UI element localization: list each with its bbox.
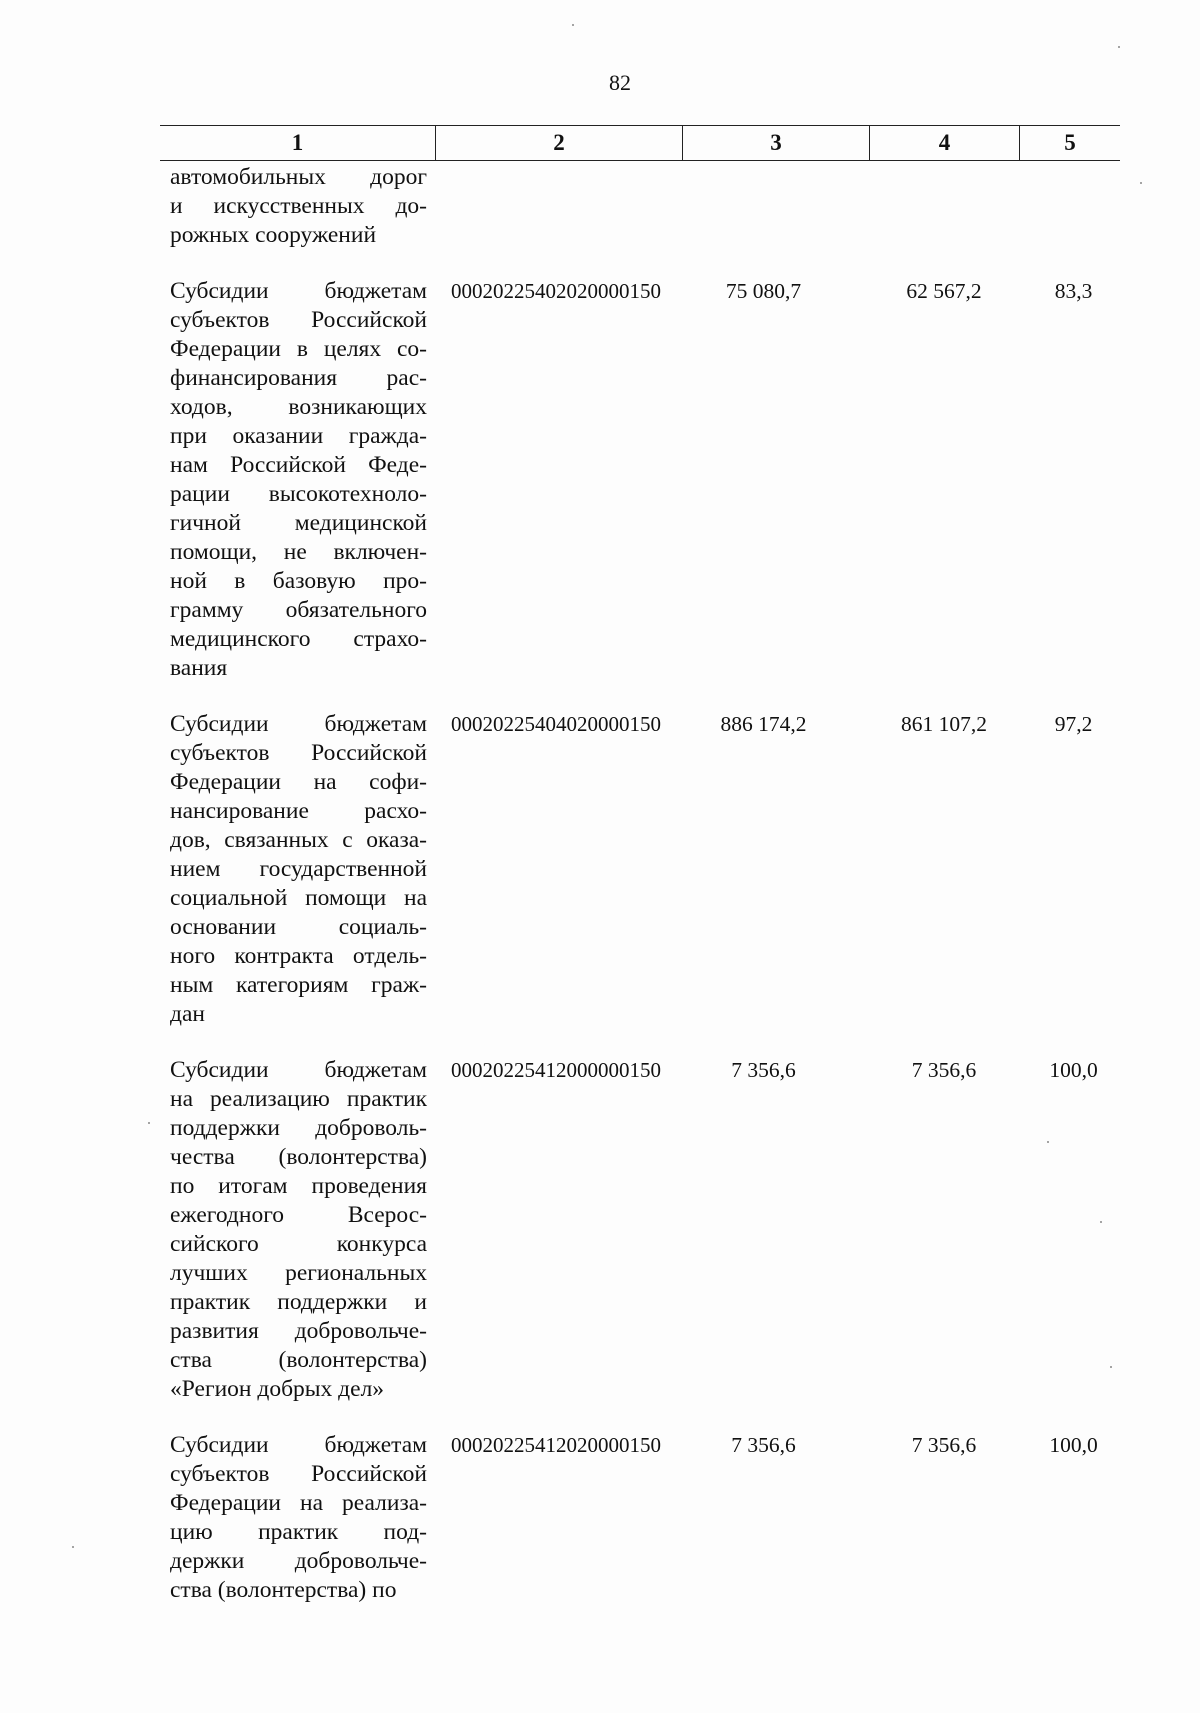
table-body — [160, 163, 1120, 1605]
description-line: Федерации на софи- — [170, 769, 427, 795]
table-row — [160, 1431, 1120, 1605]
description-line: Федерации на реализа- — [170, 1490, 427, 1516]
row-description — [160, 277, 435, 683]
value-col-5: 100,0 — [1049, 1058, 1098, 1082]
scan-speck — [1140, 182, 1142, 184]
scan-speck — [572, 24, 574, 26]
budget-code: 00020225402020000150 — [451, 279, 661, 303]
description-line: ства (волонтерства) — [170, 1347, 427, 1373]
description-line: сийского конкурса — [170, 1231, 427, 1257]
description-line: дан — [170, 1001, 205, 1027]
table-header-row — [160, 125, 1120, 161]
description-line: субъектов Российской — [170, 307, 427, 333]
description-line: «Регион добрых дел» — [170, 1376, 385, 1402]
description-line: ной в базовую про- — [170, 568, 427, 594]
budget-code: 00020225412000000150 — [451, 1058, 661, 1082]
column-header-3: 3 — [682, 126, 869, 160]
description-line: субъектов Российской — [170, 1461, 427, 1487]
budget-code — [435, 163, 682, 250]
description-line: Субсидии бюджетам — [170, 1057, 427, 1083]
description-line: развития добровольче- — [170, 1318, 427, 1344]
description-line: ным категориям граж- — [170, 972, 427, 998]
description-line: цию практик под- — [170, 1519, 427, 1545]
row-description — [160, 710, 435, 1029]
description-line: ства (волонтерства) по — [170, 1577, 397, 1603]
table-row — [160, 277, 1120, 683]
table-row — [160, 163, 1120, 250]
value-col-3: 7 356,6 — [731, 1433, 796, 1457]
description-line: основании социаль- — [170, 914, 427, 940]
budget-code: 00020225412020000150 — [451, 1433, 661, 1457]
value-col-4: 62 567,2 — [906, 279, 982, 303]
description-line: субъектов Российской — [170, 740, 427, 766]
description-line: социальной помощи на — [170, 885, 427, 911]
description-line: рожных сооружений — [170, 222, 377, 248]
description-line: гичной медицинской — [170, 510, 427, 536]
value-col-5 — [1019, 163, 1120, 250]
value-col-5: 97,2 — [1054, 712, 1093, 736]
column-header-1: 1 — [291, 130, 304, 155]
page-number: 82 — [609, 70, 631, 95]
description-line: Субсидии бюджетам — [170, 1432, 427, 1458]
value-col-4: 7 356,6 — [911, 1433, 977, 1457]
row-description — [160, 163, 435, 250]
description-line: ежегодного Всерос- — [170, 1202, 427, 1228]
description-line: чества (волонтерства) — [170, 1144, 427, 1170]
description-line: Федерации в целях со- — [170, 336, 427, 362]
description-line: помощи, не включен- — [170, 539, 427, 565]
description-line: Субсидии бюджетам — [170, 711, 427, 737]
description-line: на реализацию практик — [170, 1086, 427, 1112]
description-line: лучших региональных — [170, 1260, 427, 1286]
description-line: рации высокотехноло- — [170, 481, 427, 507]
value-col-3: 886 174,2 — [720, 712, 807, 736]
description-line: грамму обязательного — [170, 597, 427, 623]
scan-speck — [1047, 1141, 1049, 1143]
description-line: ного контракта отдель- — [170, 943, 427, 969]
budget-table — [160, 125, 1120, 1605]
value-col-3: 7 356,6 — [731, 1058, 796, 1082]
scan-speck — [1110, 1366, 1112, 1368]
table-row — [160, 710, 1120, 1029]
scan-speck — [148, 1122, 150, 1124]
description-line: нием государственной — [170, 856, 427, 882]
column-header-2: 2 — [435, 126, 682, 160]
table-row — [160, 1056, 1120, 1404]
description-line: автомобильных дорог — [170, 164, 427, 190]
value-col-5: 83,3 — [1054, 279, 1093, 303]
description-line: по итогам проведения — [170, 1173, 427, 1199]
description-line: дов, связанных с оказа- — [170, 827, 427, 853]
column-header-5: 5 — [1019, 126, 1120, 160]
description-line: практик поддержки и — [170, 1289, 427, 1315]
value-col-4: 7 356,6 — [911, 1058, 977, 1082]
description-line: финансирования рас- — [170, 365, 427, 391]
description-line: и искусственных до- — [170, 193, 427, 219]
description-line: медицинского страхо- — [170, 626, 427, 652]
description-line: нансирование расхо- — [170, 798, 427, 824]
scan-speck — [1118, 46, 1120, 48]
scan-speck — [1100, 1221, 1102, 1223]
description-line: при оказании гражда- — [170, 423, 427, 449]
value-col-4 — [869, 163, 1019, 250]
description-line: ходов, возникающих — [170, 394, 427, 420]
description-line: нам Российской Феде- — [170, 452, 427, 478]
column-header-4: 4 — [869, 126, 1019, 160]
description-line: вания — [170, 655, 228, 681]
description-line: Субсидии бюджетам — [170, 278, 427, 304]
description-line: поддержки доброволь- — [170, 1115, 427, 1141]
row-description — [160, 1056, 435, 1404]
description-line: держки добровольче- — [170, 1548, 427, 1574]
value-col-3 — [682, 163, 869, 250]
value-col-3: 75 080,7 — [725, 279, 802, 303]
value-col-5: 100,0 — [1049, 1433, 1098, 1457]
budget-code: 00020225404020000150 — [451, 712, 661, 736]
scan-speck — [72, 1546, 74, 1548]
row-description — [160, 1431, 435, 1605]
value-col-4: 861 107,2 — [901, 712, 987, 736]
